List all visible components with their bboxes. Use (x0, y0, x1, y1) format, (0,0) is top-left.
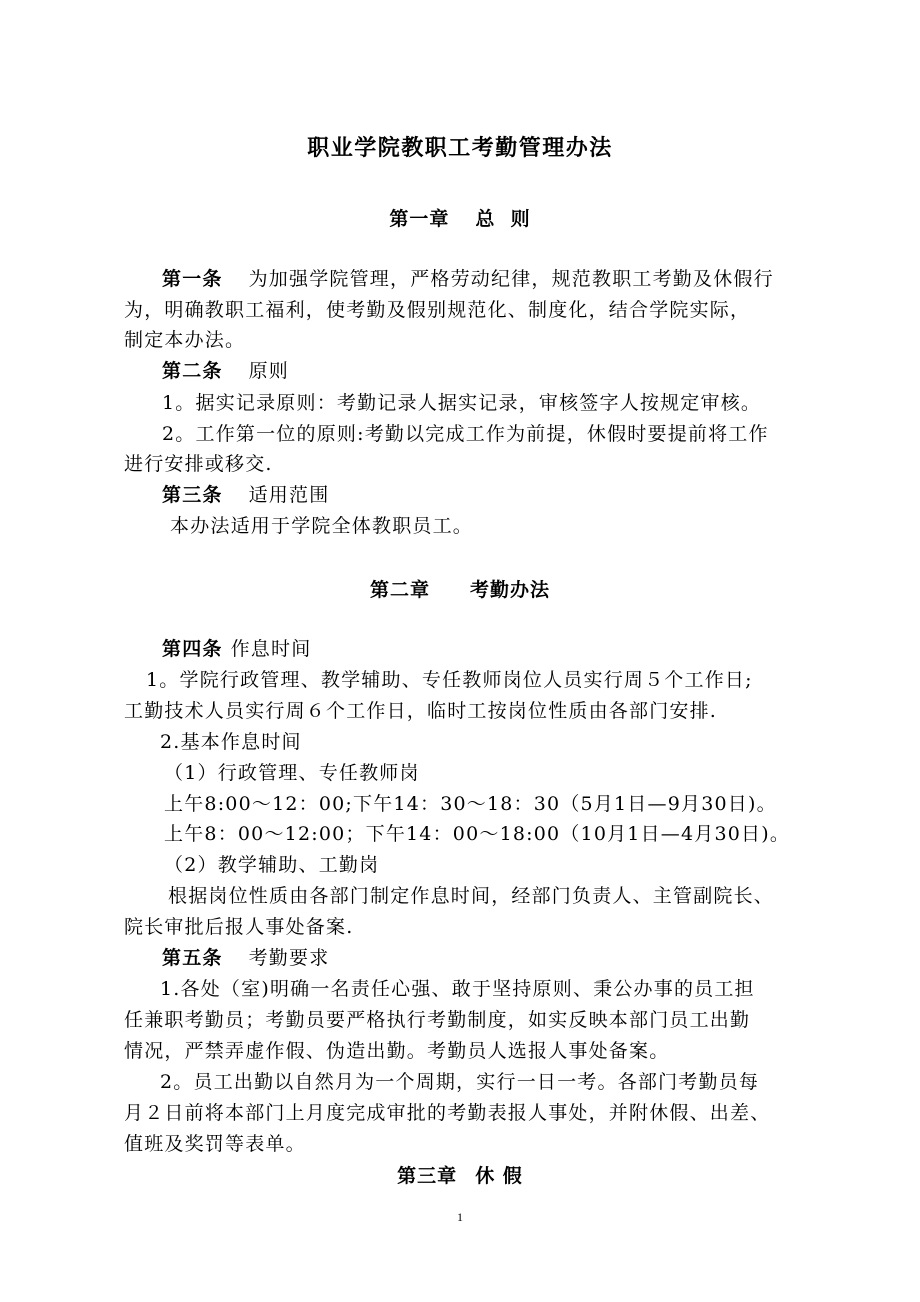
article-4-line-2: 工勤技术人员实行周６个工作日，临时工按岗位性质由各部门安排. (124, 700, 718, 722)
article-4-line-3: 2.基本作息时间 (160, 731, 302, 753)
article-3-label: 第三条 (162, 484, 223, 506)
article-2-label: 第二条 (162, 360, 223, 382)
chapter-2-heading (0, 575, 920, 602)
chapter-3-label: 第三章 (397, 1165, 458, 1187)
article-5-label: 第五条 (162, 947, 223, 969)
article-5-line-3: 情况，严禁弄虚作假、伪造出勤。考勤员人选报人事处备案。 (124, 1040, 670, 1062)
article-4-line-6: 上午8：00～12:00；下午14：00～18:00（10月1日—4月30日)。 (164, 823, 791, 845)
article-2-item-2: 2。工作第一位的原则:考勤以完成工作为前提，休假时要提前将工作 (162, 423, 769, 445)
article-4-line-8: 根据岗位性质由各部门制定作息时间，经部门负责人、主管副院长、 (168, 885, 775, 907)
article-1-line-3: 制定本办法。 (124, 329, 246, 351)
article-4-line-1: 1。学院行政管理、教学辅助、专任教师岗位人员实行周５个工作日; (146, 669, 753, 691)
article-1-line-2: 为，明确教职工福利，使考勤及假别规范化、制度化，结合学院实际， (124, 299, 751, 321)
article-3-heading: 第三条 适用范围 (162, 484, 330, 506)
article-5-line-4: 2。员工出勤以自然月为一个周期，实行一日一考。各部门考勤员每 (160, 1071, 760, 1093)
article-4-line-9: 院长审批后报人事处备案. (124, 916, 354, 938)
article-4-line-7: （2）教学辅助、工勤岗 (164, 854, 380, 876)
article-2-item-1: 1。据实记录原则：考勤记录人据实记录，审核签字人按规定审核。 (162, 392, 762, 414)
article-5-line-5: 月２日前将本部门上月度完成审批的考勤表报人事处，并附休假、出差、 (124, 1102, 771, 1124)
chapter-2-label: 第二章 (369, 579, 430, 601)
page-number: 1 (457, 1210, 463, 1224)
chapter-1-heading (0, 204, 920, 231)
article-4-line-4: （1）行政管理、专任教师岗 (164, 762, 420, 784)
article-5-line-1: 1.各处（室)明确一名责任心强、敢于坚持原则、秉公办事的员工担 (160, 978, 755, 1000)
article-5-line-6: 值班及奖罚等表单。 (124, 1133, 306, 1155)
article-5-heading: 第五条 考勤要求 (162, 947, 330, 969)
article-4-heading: 第四条 作息时间 (162, 638, 312, 660)
article-4-line-5: 上午8:00～12：00;下午14：30～18：30（5月1日—9月30日)。 (164, 793, 777, 815)
article-2-item-2-cont: 进行安排或移交. (124, 453, 273, 475)
chapter-3-heading (0, 1161, 920, 1188)
document-title: 职业学院教职工考勤管理办法 (307, 135, 613, 161)
chapter-3-name: 休 假 (475, 1165, 523, 1187)
article-1-label: 第一条 (162, 268, 223, 290)
chapter-1-name: 总 则 (475, 208, 531, 230)
article-1-line-1: 第一条 为加强学院管理，严格劳动纪律，规范教职工考勤及休假行 (162, 268, 774, 290)
chapter-1-label: 第一章 (389, 208, 450, 230)
article-4-label: 第四条 (162, 638, 223, 660)
chapter-2-name: 考勤办法 (470, 579, 551, 601)
article-5-line-2: 任兼职考勤员；考勤员要严格执行考勤制度，如实反映本部门员工出勤 (124, 1009, 751, 1031)
article-3-body: 本办法适用于学院全体教职员工。 (170, 515, 474, 537)
article-2-heading: 第二条 原则 (162, 360, 290, 382)
